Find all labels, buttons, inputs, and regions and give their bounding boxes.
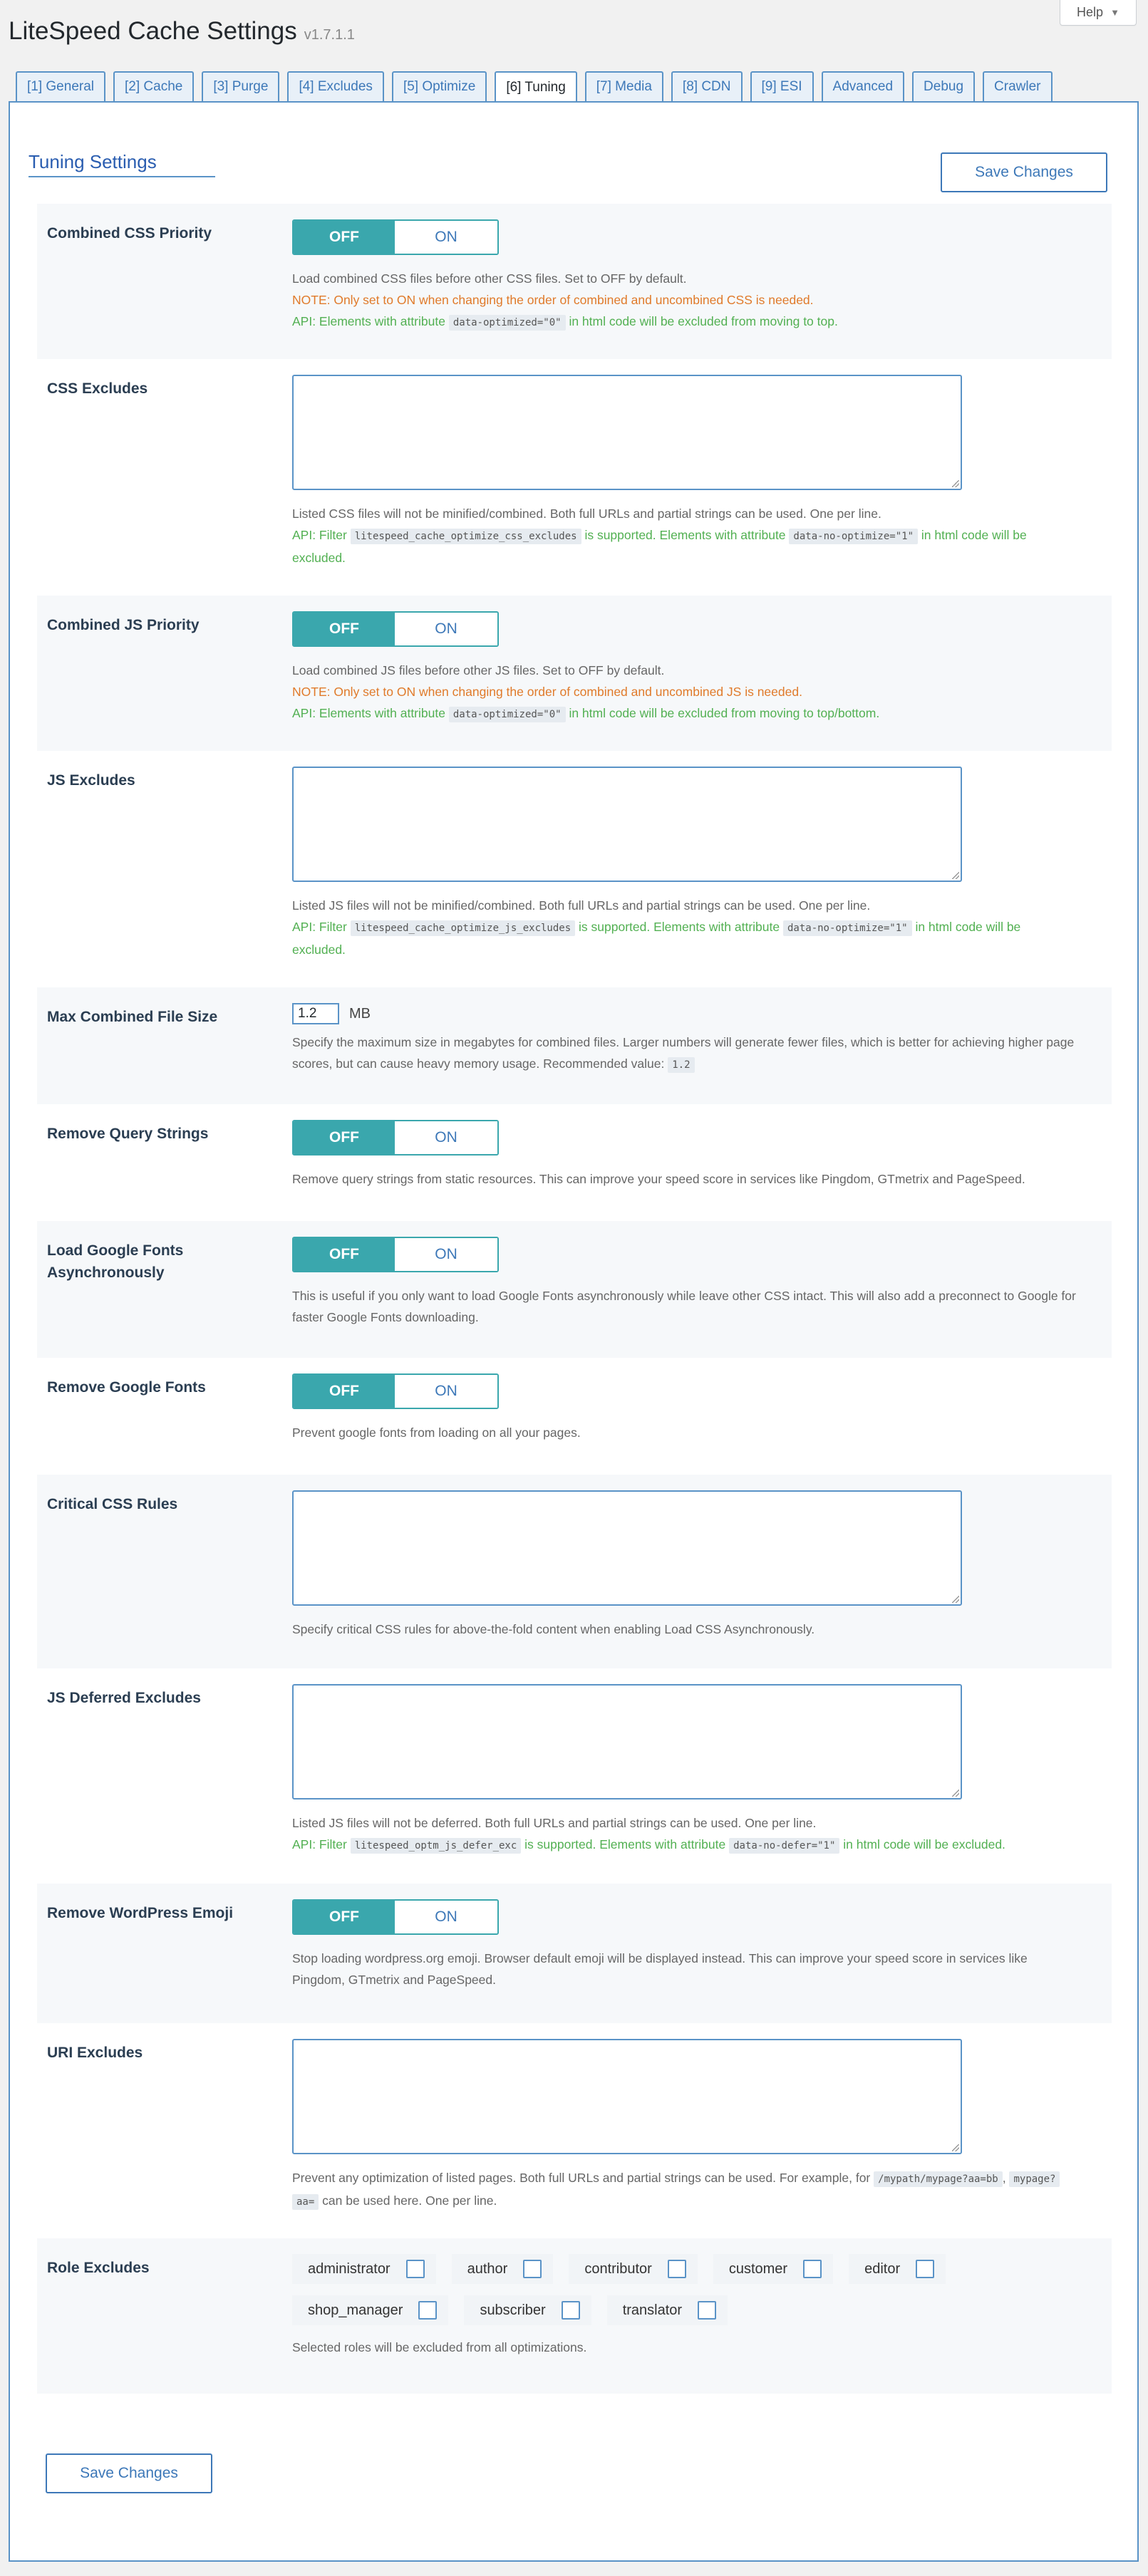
description: Prevent any optimization of listed pages. Both full URLs and partial strings can be used. For example, for /mypath/mypage?aa=bb , mypage? [292, 2167, 1105, 2190]
role-subscriber[interactable]: subscriber [464, 2295, 591, 2325]
css-excludes-textarea[interactable] [292, 375, 962, 490]
row-label: JS Deferred Excludes [47, 1690, 201, 1706]
row-critical-css-rules [37, 1475, 1112, 1668]
role-translator[interactable]: translator [607, 2295, 728, 2325]
toggle-on[interactable]: ON [395, 613, 497, 645]
checkbox[interactable] [406, 2260, 425, 2278]
api-text: API: Filter litespeed_optm_js_defer_exc is supported. Elements with attribute data-no-defer="1" in html code will be excluded. [292, 1834, 1105, 1856]
tab-purge[interactable]: [3] Purge [202, 71, 279, 101]
settings-panel [9, 101, 1139, 2562]
description: Specify the maximum size in megabytes for combined files. Larger numbers will generate fewer files, which is better for achieving higher page [292, 1035, 1075, 1049]
tab-tuning[interactable]: [6] Tuning [495, 71, 576, 103]
toggle-on[interactable]: ON [395, 221, 497, 254]
row-label: Role Excludes [47, 2260, 150, 2276]
row-label: Combined JS Priority [47, 617, 200, 633]
resize-handle-icon[interactable] [952, 872, 959, 879]
resize-handle-icon[interactable] [952, 1596, 959, 1603]
critical-css-textarea[interactable] [292, 1490, 962, 1606]
row-css-excludes [37, 359, 1112, 596]
resize-handle-icon[interactable] [952, 480, 959, 487]
toggle-off[interactable]: OFF [294, 1375, 395, 1408]
remove-google-fonts-toggle[interactable] [292, 1373, 499, 1409]
checkbox[interactable] [698, 2301, 716, 2320]
description-cont: Pingdom, GTmetrix and PageSpeed. [292, 1973, 496, 1987]
role-customer[interactable]: customer [713, 2254, 833, 2284]
row-remove-wordpress-emoji [37, 1884, 1112, 2023]
page-title-text: LiteSpeed Cache Settings [9, 17, 297, 45]
toggle-off[interactable]: OFF [294, 221, 395, 254]
tab-debug[interactable]: Debug [912, 71, 975, 101]
row-remove-query-strings [37, 1104, 1112, 1221]
description: This is useful if you only want to load Google Fonts asynchronously while leave other CSS intact. This will also add a preconnect to Google for [292, 1289, 1076, 1303]
role-contributor[interactable]: contributor [569, 2254, 698, 2284]
description: Prevent google fonts from loading on all your pages. [292, 1425, 581, 1440]
toggle-on[interactable]: ON [395, 1375, 497, 1408]
description: Listed JS files will not be minified/combined. Both full URLs and partial strings can be used. One per line. [292, 898, 871, 913]
example-code: /mypath/mypage?aa=bb [874, 2171, 1003, 2187]
tab-crawler[interactable]: Crawler [983, 71, 1052, 101]
toggle-off[interactable]: OFF [294, 1901, 395, 1933]
row-js-deferred-excludes [37, 1668, 1112, 1884]
api-text: API: Filter litespeed_cache_optimize_js_excludes is supported. Elements with attribute data-no-optimize="1" in html code will be [292, 916, 1105, 939]
api-code: litespeed_cache_optimize_css_excludes [351, 529, 581, 544]
api-code: data-optimized="0" [449, 315, 566, 331]
note-text: NOTE: Only set to ON when changing the order of combined and uncombined CSS is needed. [292, 293, 814, 307]
toggle-on[interactable]: ON [395, 1901, 497, 1933]
api-text: API: Elements with attribute data-optimized="0" in html code will be excluded from moving to top/bottom. [292, 702, 1105, 725]
description-cont: faster Google Fonts downloading. [292, 1310, 479, 1324]
row-combined-css-priority [37, 204, 1112, 359]
page-title [9, 17, 355, 46]
row-load-google-fonts-async [37, 1221, 1112, 1358]
row-label: Remove Google Fonts [47, 1379, 206, 1396]
description-cont: aa= can be used here. One per line. [292, 2190, 1105, 2213]
api-code: data-no-optimize="1" [789, 529, 918, 544]
js-deferred-excludes-textarea[interactable] [292, 1684, 962, 1799]
api-code: data-no-optimize="1" [783, 920, 912, 936]
recommended-value: 1.2 [668, 1057, 694, 1073]
api-code: litespeed_cache_optimize_js_excludes [351, 920, 575, 936]
tab-esi[interactable]: [9] ESI [750, 71, 814, 101]
api-code: litespeed_optm_js_defer_exc [351, 1838, 522, 1854]
help-button[interactable] [1060, 0, 1137, 26]
toggle-on[interactable]: ON [395, 1121, 497, 1154]
tab-advanced[interactable]: Advanced [822, 71, 905, 101]
max-size-input[interactable]: 1.2 [292, 1003, 339, 1024]
checkbox[interactable] [418, 2301, 437, 2320]
save-changes-button-top[interactable]: Save Changes [941, 152, 1107, 192]
example-code: mypage? [1009, 2171, 1060, 2187]
description: Specify critical CSS rules for above-the-fold content when enabling Load CSS Asynchronously. [292, 1622, 815, 1636]
row-js-excludes [37, 751, 1112, 987]
role-administrator[interactable]: administrator [292, 2254, 436, 2284]
description: Load combined JS files before other JS files. Set to OFF by default. [292, 663, 665, 677]
row-label: Load Google Fonts Asynchronously [47, 1242, 184, 1281]
row-max-combined-file-size [37, 987, 1112, 1104]
unit-label: MB [349, 1005, 371, 1022]
resize-handle-icon[interactable] [952, 1790, 959, 1797]
version-label: v1.7.1.1 [304, 27, 355, 43]
api-text: API: Filter litespeed_cache_optimize_css_excludes is supported. Elements with attribute data-no-optimize="1" in html code will be [292, 524, 1105, 547]
load-google-fonts-async-toggle[interactable] [292, 1237, 499, 1272]
remove-query-strings-toggle[interactable] [292, 1120, 499, 1155]
description: Selected roles will be excluded from all optimizations. [292, 2340, 587, 2354]
checkbox[interactable] [668, 2260, 686, 2278]
role-list [292, 2254, 1105, 2337]
description: Remove query strings from static resources. This can improve your speed score in services like Pingdom, GTmetrix and PageSpeed. [292, 1172, 1025, 1186]
row-label: Remove WordPress Emoji [47, 1905, 234, 1921]
row-label: Combined CSS Priority [47, 225, 212, 242]
row-combined-js-priority [37, 596, 1112, 751]
caret-down-icon: ▼ [1110, 7, 1119, 18]
example-code: aa= [292, 2194, 319, 2210]
api-text: API: Elements with attribute data-optimized="0" in html code will be excluded from moving to top. [292, 311, 1105, 333]
checkbox[interactable] [916, 2260, 934, 2278]
row-label: Max Combined File Size [47, 1009, 218, 1025]
row-role-excludes [37, 2238, 1112, 2394]
tab-optimize[interactable]: [5] Optimize [392, 71, 487, 101]
role-editor[interactable]: editor [849, 2254, 946, 2284]
combined-css-priority-toggle[interactable] [292, 219, 499, 255]
checkbox[interactable] [803, 2260, 822, 2278]
toggle-off[interactable]: OFF [294, 1121, 395, 1154]
tab-excludes[interactable]: [4] Excludes [287, 71, 384, 101]
row-label: Critical CSS Rules [47, 1496, 178, 1512]
checkbox[interactable] [562, 2301, 580, 2320]
row-label: JS Excludes [47, 772, 135, 789]
row-label: URI Excludes [47, 2045, 143, 2061]
row-label: CSS Excludes [47, 380, 148, 397]
js-excludes-textarea[interactable] [292, 767, 962, 882]
row-label: Remove Query Strings [47, 1126, 209, 1142]
tab-cdn[interactable]: [8] CDN [671, 71, 743, 101]
toggle-off[interactable]: OFF [294, 1238, 395, 1271]
combined-js-priority-toggle[interactable] [292, 611, 499, 647]
toggle-on[interactable]: ON [395, 1238, 497, 1271]
remove-wordpress-emoji-toggle[interactable] [292, 1899, 499, 1935]
api-code: data-optimized="0" [449, 707, 566, 722]
tab-general[interactable]: [1] General [16, 71, 105, 101]
tab-media[interactable]: [7] Media [585, 71, 663, 101]
tab-bar [16, 71, 1060, 101]
api-text-cont: excluded. [292, 942, 346, 957]
toggle-off[interactable]: OFF [294, 613, 395, 645]
row-uri-excludes [37, 2023, 1112, 2238]
description: Listed JS files will not be deferred. Both full URLs and partial strings can be used. One per line. [292, 1816, 817, 1830]
section-title: Tuning Settings [29, 151, 215, 177]
role-shop-manager[interactable]: shop_manager [292, 2295, 448, 2325]
resize-handle-icon[interactable] [952, 2144, 959, 2151]
description: Load combined CSS files before other CSS files. Set to OFF by default. [292, 271, 687, 286]
uri-excludes-textarea[interactable] [292, 2039, 962, 2154]
description: Stop loading wordpress.org emoji. Browser default emoji will be displayed instead. This can improve your speed score in services like [292, 1951, 1028, 1965]
help-label: Help [1077, 5, 1104, 19]
api-text-cont: excluded. [292, 551, 346, 565]
description-cont: scores, but can cause heavy memory usage. Recommended value: 1.2 [292, 1053, 1105, 1076]
api-code: data-no-defer="1" [729, 1838, 839, 1854]
row-remove-google-fonts [37, 1358, 1112, 1475]
role-author[interactable]: author [452, 2254, 554, 2284]
save-changes-button-bottom[interactable]: Save Changes [46, 2453, 212, 2493]
note-text: NOTE: Only set to ON when changing the order of combined and uncombined JS is needed. [292, 685, 802, 699]
tab-cache[interactable]: [2] Cache [113, 71, 194, 101]
checkbox[interactable] [523, 2260, 542, 2278]
description: Listed CSS files will not be minified/combined. Both full URLs and partial strings can be used. One per line. [292, 507, 881, 521]
